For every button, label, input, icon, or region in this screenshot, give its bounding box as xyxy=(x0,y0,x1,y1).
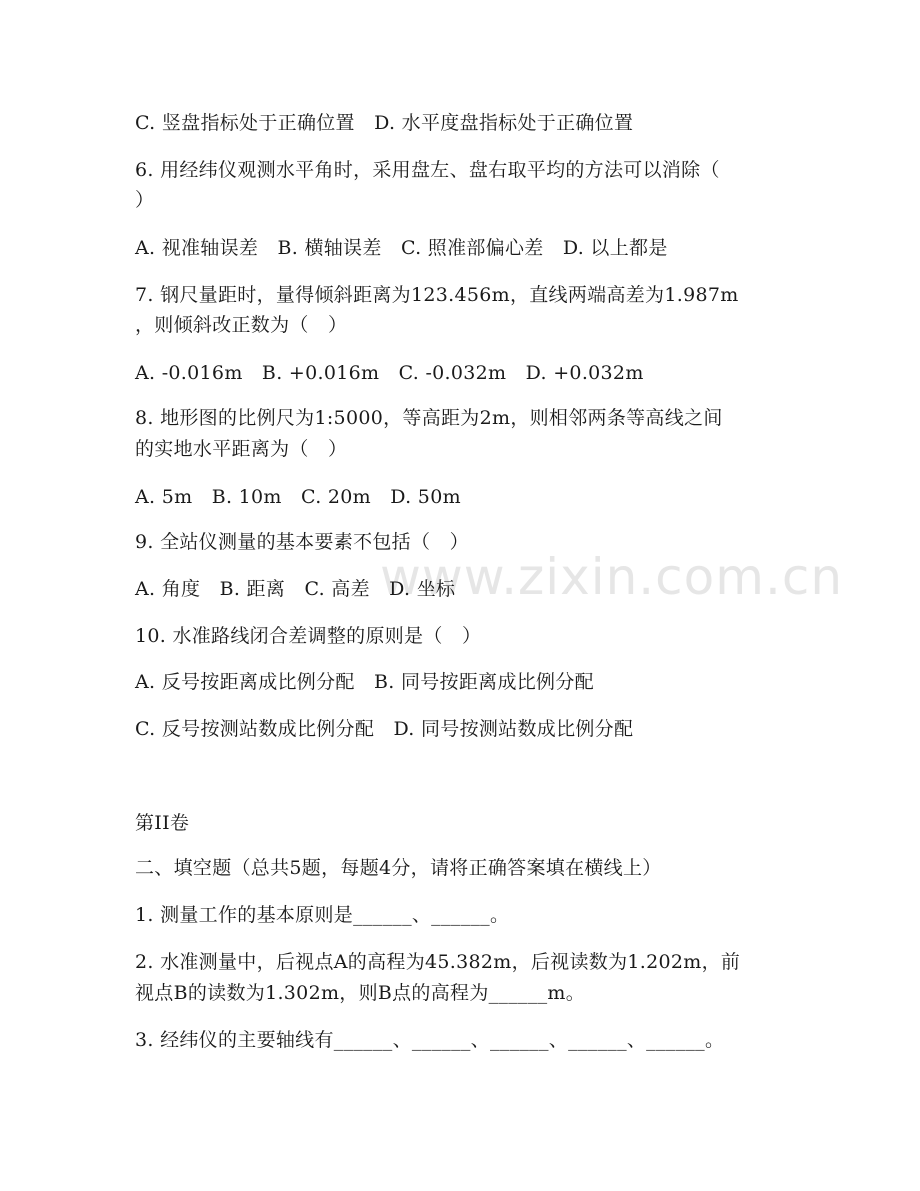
q7-question-line2: ，则倾斜改正数为（ ） xyxy=(135,314,348,336)
q10-options-ab: A. 反号按距离成比例分配 B. 同号按距离成比例分配 xyxy=(135,671,594,693)
q9-question: 9. 全站仪测量的基本要素不包括（ ） xyxy=(135,531,469,553)
q8-question-line1: 8. 地形图的比例尺为1:5000，等高距为2m，则相邻两条等高线之间 xyxy=(135,407,723,429)
q6-options: A. 视准轴误差 B. 横轴误差 C. 照准部偏心差 D. 以上都是 xyxy=(135,237,668,259)
q10-question: 10. 水准路线闭合差调整的原则是（ ） xyxy=(135,625,482,647)
q5-options-cd: C. 竖盘指标处于正确位置 D. 水平度盘指标处于正确位置 xyxy=(135,112,634,134)
fill-q3: 3. 经纬仪的主要轴线有______、______、______、______、______。 xyxy=(135,1029,725,1051)
fill-q2-line2: 视点B的读数为1.302m，则B点的高程为______m。 xyxy=(135,982,586,1004)
q9-options: A. 角度 B. 距离 C. 高差 D. 坐标 xyxy=(135,578,456,600)
q8-options: A. 5m B. 10m C. 20m D. 50m xyxy=(135,486,461,508)
fill-q1: 1. 测量工作的基本原则是______、______。 xyxy=(135,904,510,926)
q7-options: A. -0.016m B. +0.016m C. -0.032m D. +0.032m xyxy=(135,362,644,384)
q10-options-cd: C. 反号按测站数成比例分配 D. 同号按测站数成比例分配 xyxy=(135,718,634,740)
q7-question-line1: 7. 钢尺量距时，量得倾斜距离为123.456m，直线两端高差为1.987m xyxy=(135,284,739,306)
q6-question-line2: ） xyxy=(135,189,155,211)
fill-blank-heading: 二、填空题（总共5题，每题4分，请将正确答案填在横线上） xyxy=(135,857,662,879)
q6-question-line1: 6. 用经纬仪观测水平角时，采用盘左、盘右取平均的方法可以消除（ xyxy=(135,159,720,181)
fill-q2-line1: 2. 水准测量中，后视点A的高程为45.382m，后视读数为1.202m，前 xyxy=(135,951,741,973)
q8-question-line2: 的实地水平距离为（ ） xyxy=(135,438,348,460)
watermark: www.zixin.com.cn xyxy=(380,548,844,606)
section-title: 第II卷 xyxy=(135,812,190,834)
